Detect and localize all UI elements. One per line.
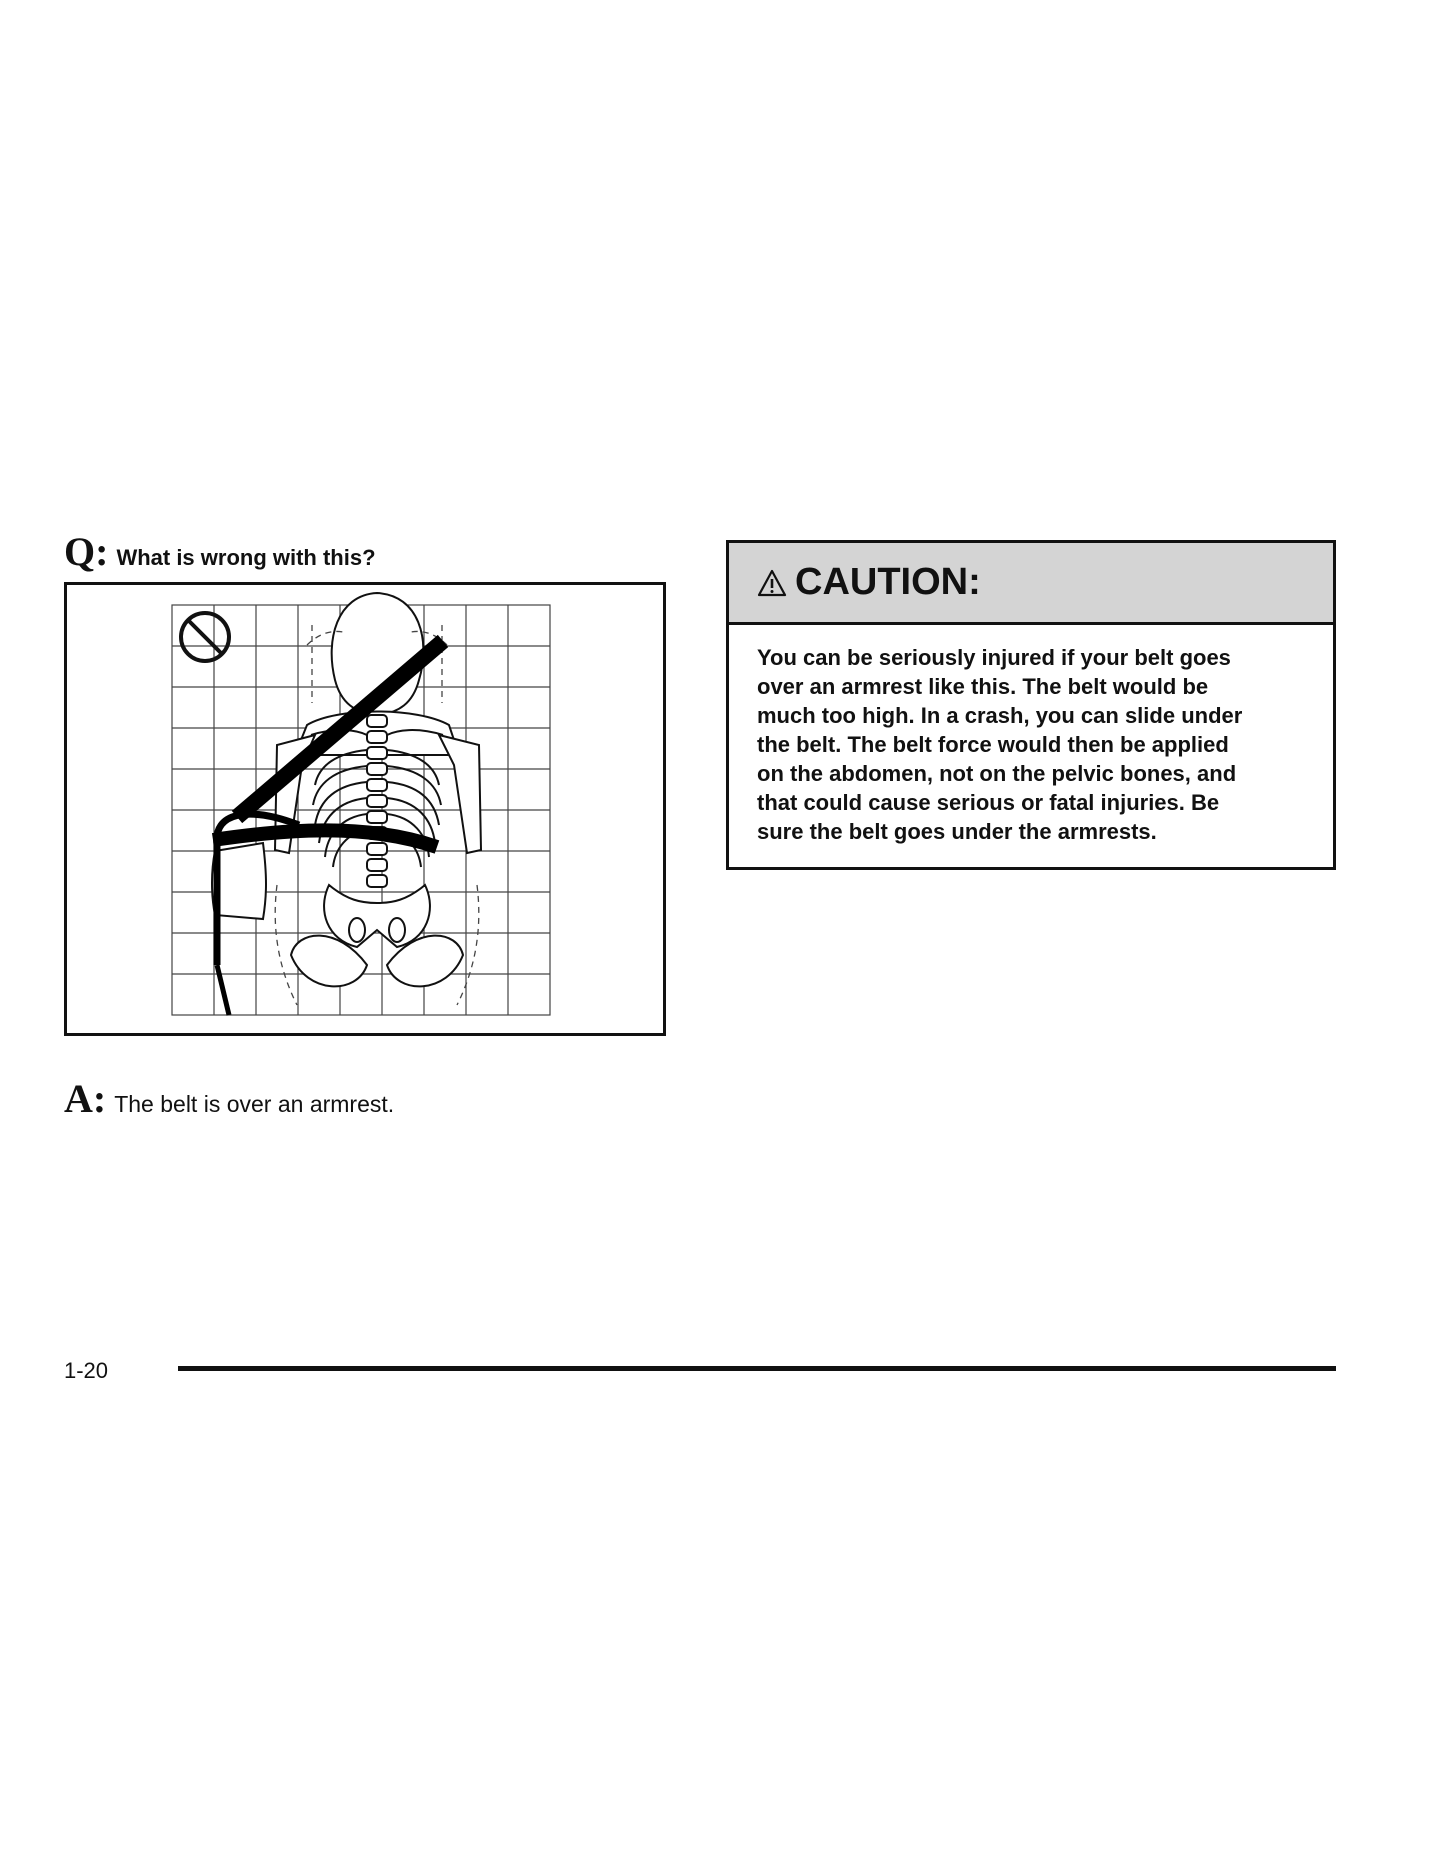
question-line (64, 528, 376, 575)
caution-line: on the abdomen, not on the pelvic bones, and (757, 761, 1237, 786)
caution-line: You can be seriously injured if your belt goes (757, 645, 1231, 670)
answer-label: A: (64, 1076, 107, 1121)
warning-triangle-icon (757, 569, 787, 597)
caution-box (726, 540, 1336, 870)
caution-line: that could cause serious or fatal injuries. Be (757, 790, 1220, 815)
belt-illustration (64, 582, 666, 1036)
answer-line (64, 1075, 394, 1122)
page-number: 1-20 (64, 1358, 109, 1383)
caution-line: sure the belt goes under the armrests. (757, 819, 1157, 844)
skeleton-belt-drawing (67, 585, 663, 1033)
caution-header (729, 543, 1333, 625)
footer-rule (178, 1366, 1336, 1371)
pelvis (291, 885, 463, 986)
caution-line: the belt. The belt force would then be applied (757, 732, 1229, 757)
caution-line: over an armrest like this. The belt would be (757, 674, 1209, 699)
spine (367, 715, 387, 887)
question-label: Q: (64, 529, 109, 574)
prohibited-icon (181, 613, 229, 661)
caution-title: CAUTION: (795, 561, 981, 603)
answer-text: The belt is over an armrest. (114, 1091, 395, 1117)
caution-line: much too high. In a crash, you can slide under (757, 703, 1243, 728)
caution-text (729, 625, 1333, 846)
question-text: What is wrong with this? (116, 545, 376, 570)
